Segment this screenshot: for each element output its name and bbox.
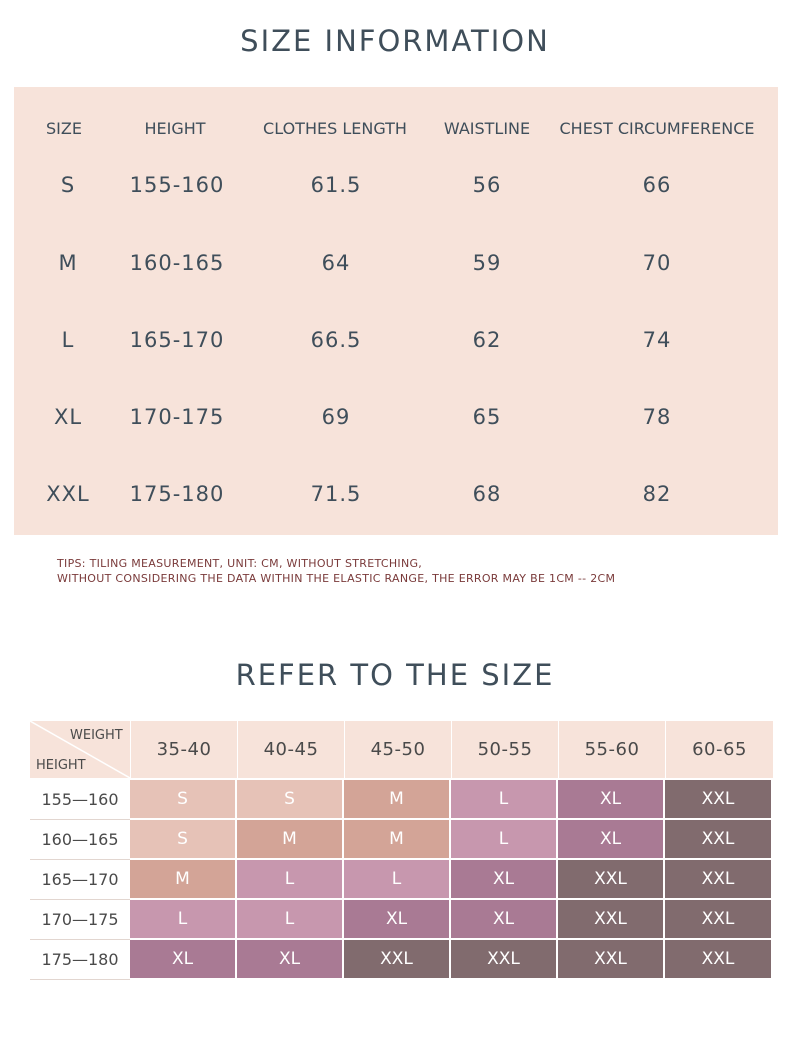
size-recommendation-cell: L (451, 820, 558, 860)
size-recommendation-cell: XXL (558, 940, 665, 980)
size-recommendation-cell: XXL (665, 820, 773, 860)
height-row-label: 175—180 (30, 940, 130, 980)
size-recommendation-cell: L (237, 900, 344, 940)
size-recommendation-cell: L (344, 860, 451, 900)
size-recommendation-cell: XXL (665, 940, 773, 980)
size-recommendation-cell: L (451, 780, 558, 820)
size-table-cell: 61.5 (310, 173, 362, 197)
height-row-label: 165—170 (30, 860, 130, 900)
size-table-cell: 66.5 (310, 328, 362, 352)
size-recommendation-cell: S (130, 820, 237, 860)
size-recommendation-cell: S (237, 780, 344, 820)
height-corner-label: HEIGHT (36, 758, 86, 773)
size-table-cell: 56 (472, 173, 502, 197)
size-information-table (14, 87, 778, 535)
size-information-title: SIZE INFORMATION (240, 24, 550, 58)
height-row-label: 155—160 (30, 780, 130, 820)
size-recommendation-cell: XXL (665, 900, 773, 940)
size-table-cell: 68 (472, 482, 502, 506)
size-table-cell: 59 (472, 251, 502, 275)
weight-column-header: 35-40 (130, 721, 237, 778)
size-recommendation-cell: S (130, 780, 237, 820)
weight-column-header: 50-55 (451, 721, 558, 778)
size-recommendation-cell: XL (130, 940, 237, 980)
height-header: HEIGHT (144, 119, 206, 138)
size-table-cell: XL (53, 405, 83, 429)
size-table-cell: 65 (472, 405, 502, 429)
measurement-tips (57, 556, 757, 586)
size-recommendation-cell: M (344, 820, 451, 860)
size-recommendation-cell: XXL (558, 900, 665, 940)
size-recommendation-cell: XXL (665, 860, 773, 900)
size-table-cell: 82 (642, 482, 672, 506)
size-recommendation-cell: XXL (344, 940, 451, 980)
size-table-cell: 64 (321, 251, 351, 275)
size-table-cell: S (60, 173, 76, 197)
size-recommendation-cell: XL (451, 900, 558, 940)
size-recommendation-cell: L (237, 860, 344, 900)
weight-column-header: 45-50 (344, 721, 451, 778)
size-table-cell: 165-170 (129, 328, 225, 352)
size-recommendation-cell: XXL (558, 860, 665, 900)
clothes-length-header: CLOTHES LENGTH (263, 119, 407, 138)
size-recommendation-cell: M (237, 820, 344, 860)
size-table-cell: 74 (642, 328, 672, 352)
size-recommendation-cell: XL (558, 780, 665, 820)
size-table-cell: 62 (472, 328, 502, 352)
size-table-cell: XXL (46, 482, 90, 506)
size-reference-grid (30, 721, 773, 981)
size-header: SIZE (46, 119, 82, 138)
size-table-cell: 155-160 (129, 173, 225, 197)
size-recommendation-cell: XXL (451, 940, 558, 980)
weight-column-header: 55-60 (558, 721, 665, 778)
size-table-cell: 69 (321, 405, 351, 429)
size-recommendation-cell: M (130, 860, 237, 900)
size-recommendation-cell: XL (451, 860, 558, 900)
size-recommendation-cell: XL (344, 900, 451, 940)
height-row-label: 160—165 (30, 820, 130, 860)
size-table-cell: 170-175 (129, 405, 225, 429)
size-table-cell: 78 (642, 405, 672, 429)
size-recommendation-cell: XL (237, 940, 344, 980)
size-table-cell: 66 (642, 173, 672, 197)
size-recommendation-cell: XL (558, 820, 665, 860)
waistline-header: WAISTLINE (443, 119, 531, 138)
size-table-cell: 70 (642, 251, 672, 275)
chest-circumference-header: CHEST CIRCUMFERENCE (559, 119, 755, 138)
size-table-cell: M (58, 251, 78, 275)
size-table-cell: 71.5 (310, 482, 362, 506)
tips-line-1: TIPS: TILING MEASUREMENT, UNIT: CM, WITHOUT STRETCHING, (57, 557, 423, 570)
weight-corner-label: WEIGHT (70, 728, 123, 743)
tips-line-2: WITHOUT CONSIDERING THE DATA WITHIN THE ELASTIC RANGE, THE ERROR MAY BE 1CM -- 2CM (57, 572, 616, 585)
size-table-cell: 160-165 (129, 251, 225, 275)
refer-to-size-title: REFER TO THE SIZE (235, 658, 555, 692)
size-table-cell: L (61, 328, 75, 352)
height-row-label: 170—175 (30, 900, 130, 940)
size-recommendation-cell: M (344, 780, 451, 820)
weight-column-header: 40-45 (237, 721, 344, 778)
weight-column-header: 60-65 (665, 721, 773, 778)
size-table-cell: 175-180 (129, 482, 225, 506)
size-recommendation-cell: XXL (665, 780, 773, 820)
size-recommendation-cell: L (130, 900, 237, 940)
